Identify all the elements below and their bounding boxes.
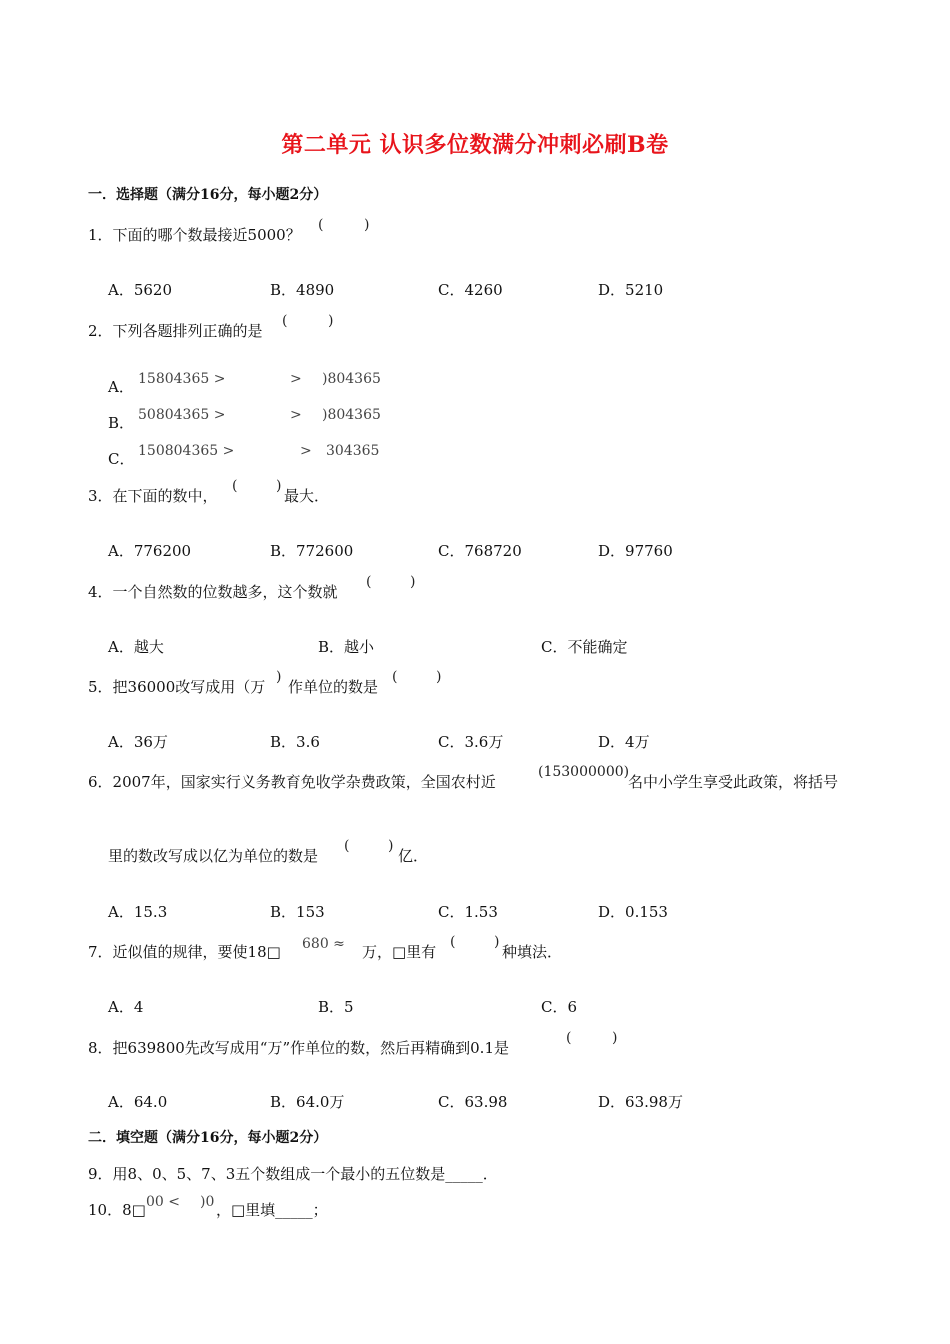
option-b: B．越小	[318, 638, 375, 656]
question-6-number: (153000000)	[538, 764, 630, 780]
option-a: A．776200	[108, 542, 192, 560]
question-1: 1．下面的哪个数最接近5000？	[88, 226, 301, 244]
page-title: 第二单元 认识多位数满分冲刺必刷B卷	[281, 132, 669, 158]
option-d: D．63.98万	[598, 1093, 683, 1111]
answer-paren-open: (	[318, 217, 324, 233]
option-c: C．4260	[438, 281, 503, 299]
question-7-middle: 万，□里有	[362, 943, 437, 961]
answer-paren-close: )	[276, 478, 282, 494]
option-b: B．5	[318, 998, 354, 1016]
option-d: D．0.153	[598, 903, 668, 921]
option-c: C．768720	[438, 542, 522, 560]
question-6-line-2-suffix: 亿．	[398, 847, 429, 865]
answer-paren-open: (	[566, 1030, 572, 1046]
answer-paren-open: (	[282, 313, 288, 329]
question-3-suffix: 最大．	[284, 487, 330, 505]
answer-paren-open: (	[392, 669, 398, 685]
option-b: B．153	[270, 903, 325, 921]
option-b: B．772600	[270, 542, 354, 560]
section-heading-choice: 一．选择题（满分16分，每小题2分）	[88, 187, 328, 203]
answer-paren-open: (	[344, 838, 350, 854]
question-4: 4．一个自然数的位数越多，这个数就	[88, 583, 338, 601]
question-7-suffix: 种填法．	[502, 943, 563, 961]
answer-paren-close: )	[364, 217, 370, 233]
question-6: 6．2007年，国家实行义务教育免收学杂费政策，全国农村近	[88, 773, 496, 791]
question-10-number-1: 00 <	[146, 1194, 180, 1210]
question-8: 8．把639800先改写成用“万”作单位的数，然后再精确到0.1是	[88, 1039, 509, 1057]
answer-paren-close: )	[436, 669, 442, 685]
option-b-label: B．	[108, 414, 135, 432]
option-a-number-1: 15804365 >	[138, 371, 226, 387]
option-b-gt: >	[290, 407, 302, 423]
option-d: D．97760	[598, 542, 673, 560]
answer-paren-close: )	[276, 669, 282, 685]
option-a-number-2: )804365	[322, 371, 381, 387]
answer-paren-close: )	[612, 1030, 618, 1046]
question-5: 5．把36000改写成用（万	[88, 678, 266, 696]
option-b: B．3.6	[270, 733, 320, 751]
section-heading-fill: 二．填空题（满分16分，每小题2分）	[88, 1130, 328, 1146]
question-2: 2．下列各题排列正确的是	[88, 322, 263, 340]
option-a: A．4	[108, 998, 144, 1016]
option-c: C．不能确定	[541, 638, 628, 656]
question-10-number-2: )0	[200, 1194, 215, 1210]
option-c: C．6	[541, 998, 578, 1016]
option-a: A．越大	[108, 638, 164, 656]
option-a: A．36万	[108, 733, 168, 751]
option-c-number-2: 304365	[326, 443, 380, 459]
option-a: A．64.0	[108, 1093, 168, 1111]
question-7: 7．近似值的规律，要使18□	[88, 943, 281, 961]
option-b: B．4890	[270, 281, 335, 299]
option-c: C．1.53	[438, 903, 498, 921]
option-a-label: A．	[108, 378, 134, 396]
option-c: C．3.6万	[438, 733, 504, 751]
question-10: 10．8□	[88, 1201, 146, 1219]
option-d: D．5210	[598, 281, 664, 299]
option-c-gt: >	[300, 443, 312, 459]
option-c: C．63.98	[438, 1093, 508, 1111]
answer-paren-open: (	[366, 574, 372, 590]
option-b: B．64.0万	[270, 1093, 345, 1111]
question-9: 9．用8、0、5、7、3五个数组成一个最小的五位数是_____．	[88, 1165, 498, 1183]
question-6-line-2: 里的数改写成以亿为单位的数是	[108, 847, 319, 865]
answer-paren-open: (	[232, 478, 238, 494]
option-c-number-1: 150804365 >	[138, 443, 235, 459]
question-7-number: 680 ≈	[302, 936, 345, 952]
option-a: A．5620	[108, 281, 173, 299]
option-b-number-1: 50804365 >	[138, 407, 226, 423]
question-6-suffix: 名中小学生享受此政策，将括号	[628, 773, 839, 791]
option-d: D．4万	[598, 733, 650, 751]
option-a: A．15.3	[108, 903, 168, 921]
question-3: 3．在下面的数中，	[88, 487, 218, 505]
answer-paren-close: )	[410, 574, 416, 590]
option-a-gt: >	[290, 371, 302, 387]
option-c-label: C．	[108, 450, 135, 468]
answer-paren-close: )	[388, 838, 394, 854]
question-10-suffix: ，□里填_____；	[216, 1201, 328, 1219]
answer-paren-close: )	[494, 934, 500, 950]
option-b-number-2: )804365	[322, 407, 381, 423]
question-5-suffix: 作单位的数是	[288, 678, 379, 696]
answer-paren-open: (	[450, 934, 456, 950]
answer-paren-close: )	[328, 313, 334, 329]
